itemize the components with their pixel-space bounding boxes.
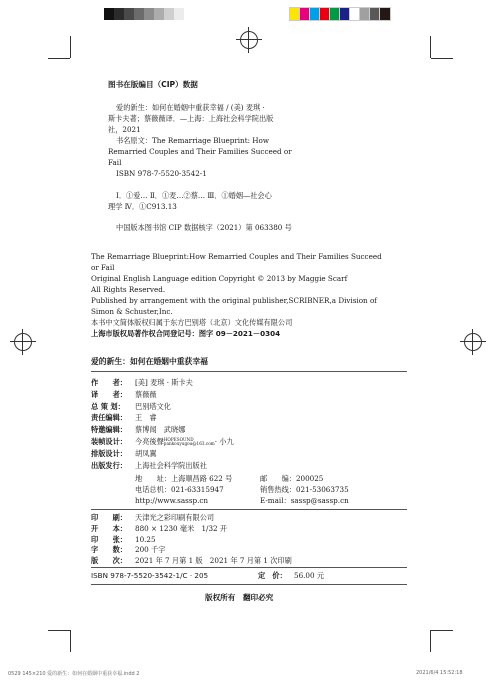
color-swatch xyxy=(300,8,310,20)
color-swatch xyxy=(380,8,390,20)
copyright-en: or Fail xyxy=(91,263,115,272)
cip-original-title: Remarried Couples and Their Families Succeed or xyxy=(108,147,292,156)
registration-mark-right xyxy=(464,333,482,351)
credit-label: 装帧设计： xyxy=(91,437,127,446)
grayscale-color-bar xyxy=(104,8,184,20)
divider xyxy=(91,567,407,568)
color-swatch xyxy=(350,8,360,20)
registration-mark-left xyxy=(14,333,32,351)
price-label: 定 价： xyxy=(258,571,287,580)
publisher-email: E-mail：sassp@sassp.cn xyxy=(260,496,349,505)
publisher-sales: 销售热线：021-53063735 xyxy=(260,485,349,494)
publisher-address: 地 址：上海顺昌路 622 号 xyxy=(135,474,233,483)
credit-label: 排版设计： xyxy=(91,448,127,458)
credit-value: 巴别塔文化 xyxy=(135,401,171,411)
cip-original-title: 书名原文：The Remarriage Blueprint: How xyxy=(116,136,270,145)
cip-line: 爱的新生：如何在婚姻中重获幸福 / (美) 麦琪 · xyxy=(116,103,265,112)
spec-value: 2021 年 7 月第 1 版 2021 年 7 月第 1 次印刷 xyxy=(135,556,292,566)
crop-mark xyxy=(431,58,453,59)
cip-isbn: ISBN 978-7-5520-3542-1 xyxy=(116,169,207,178)
crop-mark xyxy=(70,36,71,58)
logo-text: HOPESOUND xyxy=(163,437,194,442)
credit-label: 责任编辑： xyxy=(91,413,127,423)
spec-value: 880 × 1230 毫米 1/32 开 xyxy=(135,523,228,533)
spec-label: 开 本： xyxy=(91,523,127,533)
color-swatch xyxy=(154,8,164,20)
credit-label: 作 者： xyxy=(91,378,127,387)
crop-mark xyxy=(430,36,431,58)
credit-value: [美] 麦琪 · 斯卡夫 xyxy=(135,378,193,387)
spec-label: 字 数： xyxy=(91,545,127,555)
color-swatch xyxy=(134,8,144,20)
spec-value: 10.25 xyxy=(135,534,156,544)
copyright-en: All Rights Reserved. xyxy=(91,285,166,294)
publisher-postcode: 邮 编：200025 xyxy=(260,474,324,483)
cip-classification: Ⅰ．①爱… Ⅱ．①麦…②蔡… Ⅲ．①婚姻—社会心 xyxy=(116,191,272,200)
copyright-en: Published by arrangement with the original publisher,SCRIBNER,a Division of xyxy=(91,296,377,305)
crop-mark xyxy=(430,630,431,652)
crop-mark xyxy=(70,630,71,652)
copyright-en: The Remarriage Blueprint:How Remarried Couples and Their Families Succeed xyxy=(91,252,382,261)
rights-reserved: 版权所有 翻印必究 xyxy=(205,593,274,602)
crop-mark xyxy=(431,630,453,631)
color-swatch xyxy=(290,8,300,20)
credit-value: 胡凤翼 xyxy=(135,448,157,458)
copyright-registration: 上海市版权局著作权合同登记号：图字 09－2021－0304 xyxy=(91,329,281,338)
publisher-website: http://www.sassp.cn xyxy=(135,496,209,505)
file-timestamp: 2021/6/4 15:52:18 xyxy=(416,670,463,676)
color-swatch xyxy=(320,8,330,20)
credit-value: 蔡博闻 武晓娜 xyxy=(135,425,186,435)
spec-label: 印 刷： xyxy=(91,513,127,522)
cip-original-title: Fail xyxy=(108,158,122,167)
color-swatch xyxy=(370,8,380,20)
designer-logo xyxy=(164,438,215,446)
copyright-en: Simon & Schuster,Inc. xyxy=(91,307,173,316)
cip-heading: 图书在版编目（CIP）数据 xyxy=(108,80,198,89)
crop-mark xyxy=(48,630,70,631)
color-swatch xyxy=(310,8,320,20)
color-swatch xyxy=(124,8,134,20)
color-swatch xyxy=(340,8,350,20)
publisher-phone: 电话总机：021-63315947 xyxy=(135,485,224,494)
credit-label: 特邀编辑： xyxy=(91,425,127,435)
copyright-en: Original English Language edition Copyright © 2013 by Maggie Scarf xyxy=(91,274,348,283)
divider xyxy=(91,584,407,585)
spec-value: 天津光之彩印刷有限公司 xyxy=(135,513,215,522)
credit-value: 上海社会科学院出版社 xyxy=(135,460,207,470)
price-value: 56.00 元 xyxy=(294,571,325,580)
cip-line: 斯卡夫著；蔡薇薇译．—上海：上海社会科学院出版 xyxy=(108,114,274,123)
registration-mark-top xyxy=(240,31,258,49)
divider xyxy=(91,509,407,510)
credit-value xyxy=(135,437,234,447)
credit-value: 王 睿 xyxy=(135,413,157,423)
isbn-line: ISBN 978-7-5520-3542-1/C · 205 xyxy=(91,571,209,580)
color-swatch xyxy=(330,8,340,20)
designer-name: · 小九 xyxy=(214,437,234,446)
file-slug: 0529 145×210 爱的新生：如何在婚姻中重获幸福.indd 2 xyxy=(8,671,140,677)
credit-value: 蔡薇薇 xyxy=(135,389,157,399)
cip-number: 中国版本图书馆 CIP 数据核字（2021）第 063380 号 xyxy=(116,223,292,232)
credit-label: 出版发行： xyxy=(91,460,127,470)
color-swatch xyxy=(144,8,154,20)
cmyk-color-bar xyxy=(290,8,390,20)
cip-line: 社，2021 xyxy=(108,125,141,134)
color-swatch xyxy=(164,8,174,20)
spec-label: 版 次： xyxy=(91,556,127,566)
credit-label: 译 者： xyxy=(91,389,127,399)
copyright-cn: 本书中文简体版权归属于东方巴别塔（北京）文化传媒有限公司 xyxy=(91,318,293,327)
book-title: 爱的新生：如何在婚姻中重获幸福 xyxy=(91,357,208,366)
credit-label: 总 策 划： xyxy=(91,401,125,411)
color-swatch xyxy=(360,8,370,20)
crop-mark xyxy=(48,58,70,59)
cip-classification: 理学 Ⅳ．①C913.13 xyxy=(108,202,177,211)
color-swatch xyxy=(114,8,124,20)
spec-label: 印 张： xyxy=(91,534,127,544)
divider xyxy=(91,371,407,372)
designer-name: 今亮後聲 xyxy=(135,437,164,446)
color-swatch xyxy=(174,8,184,20)
spec-value: 200 千字 xyxy=(135,545,166,555)
logo-email: pankouyugou@163.com xyxy=(163,441,215,446)
color-swatch xyxy=(104,8,114,20)
